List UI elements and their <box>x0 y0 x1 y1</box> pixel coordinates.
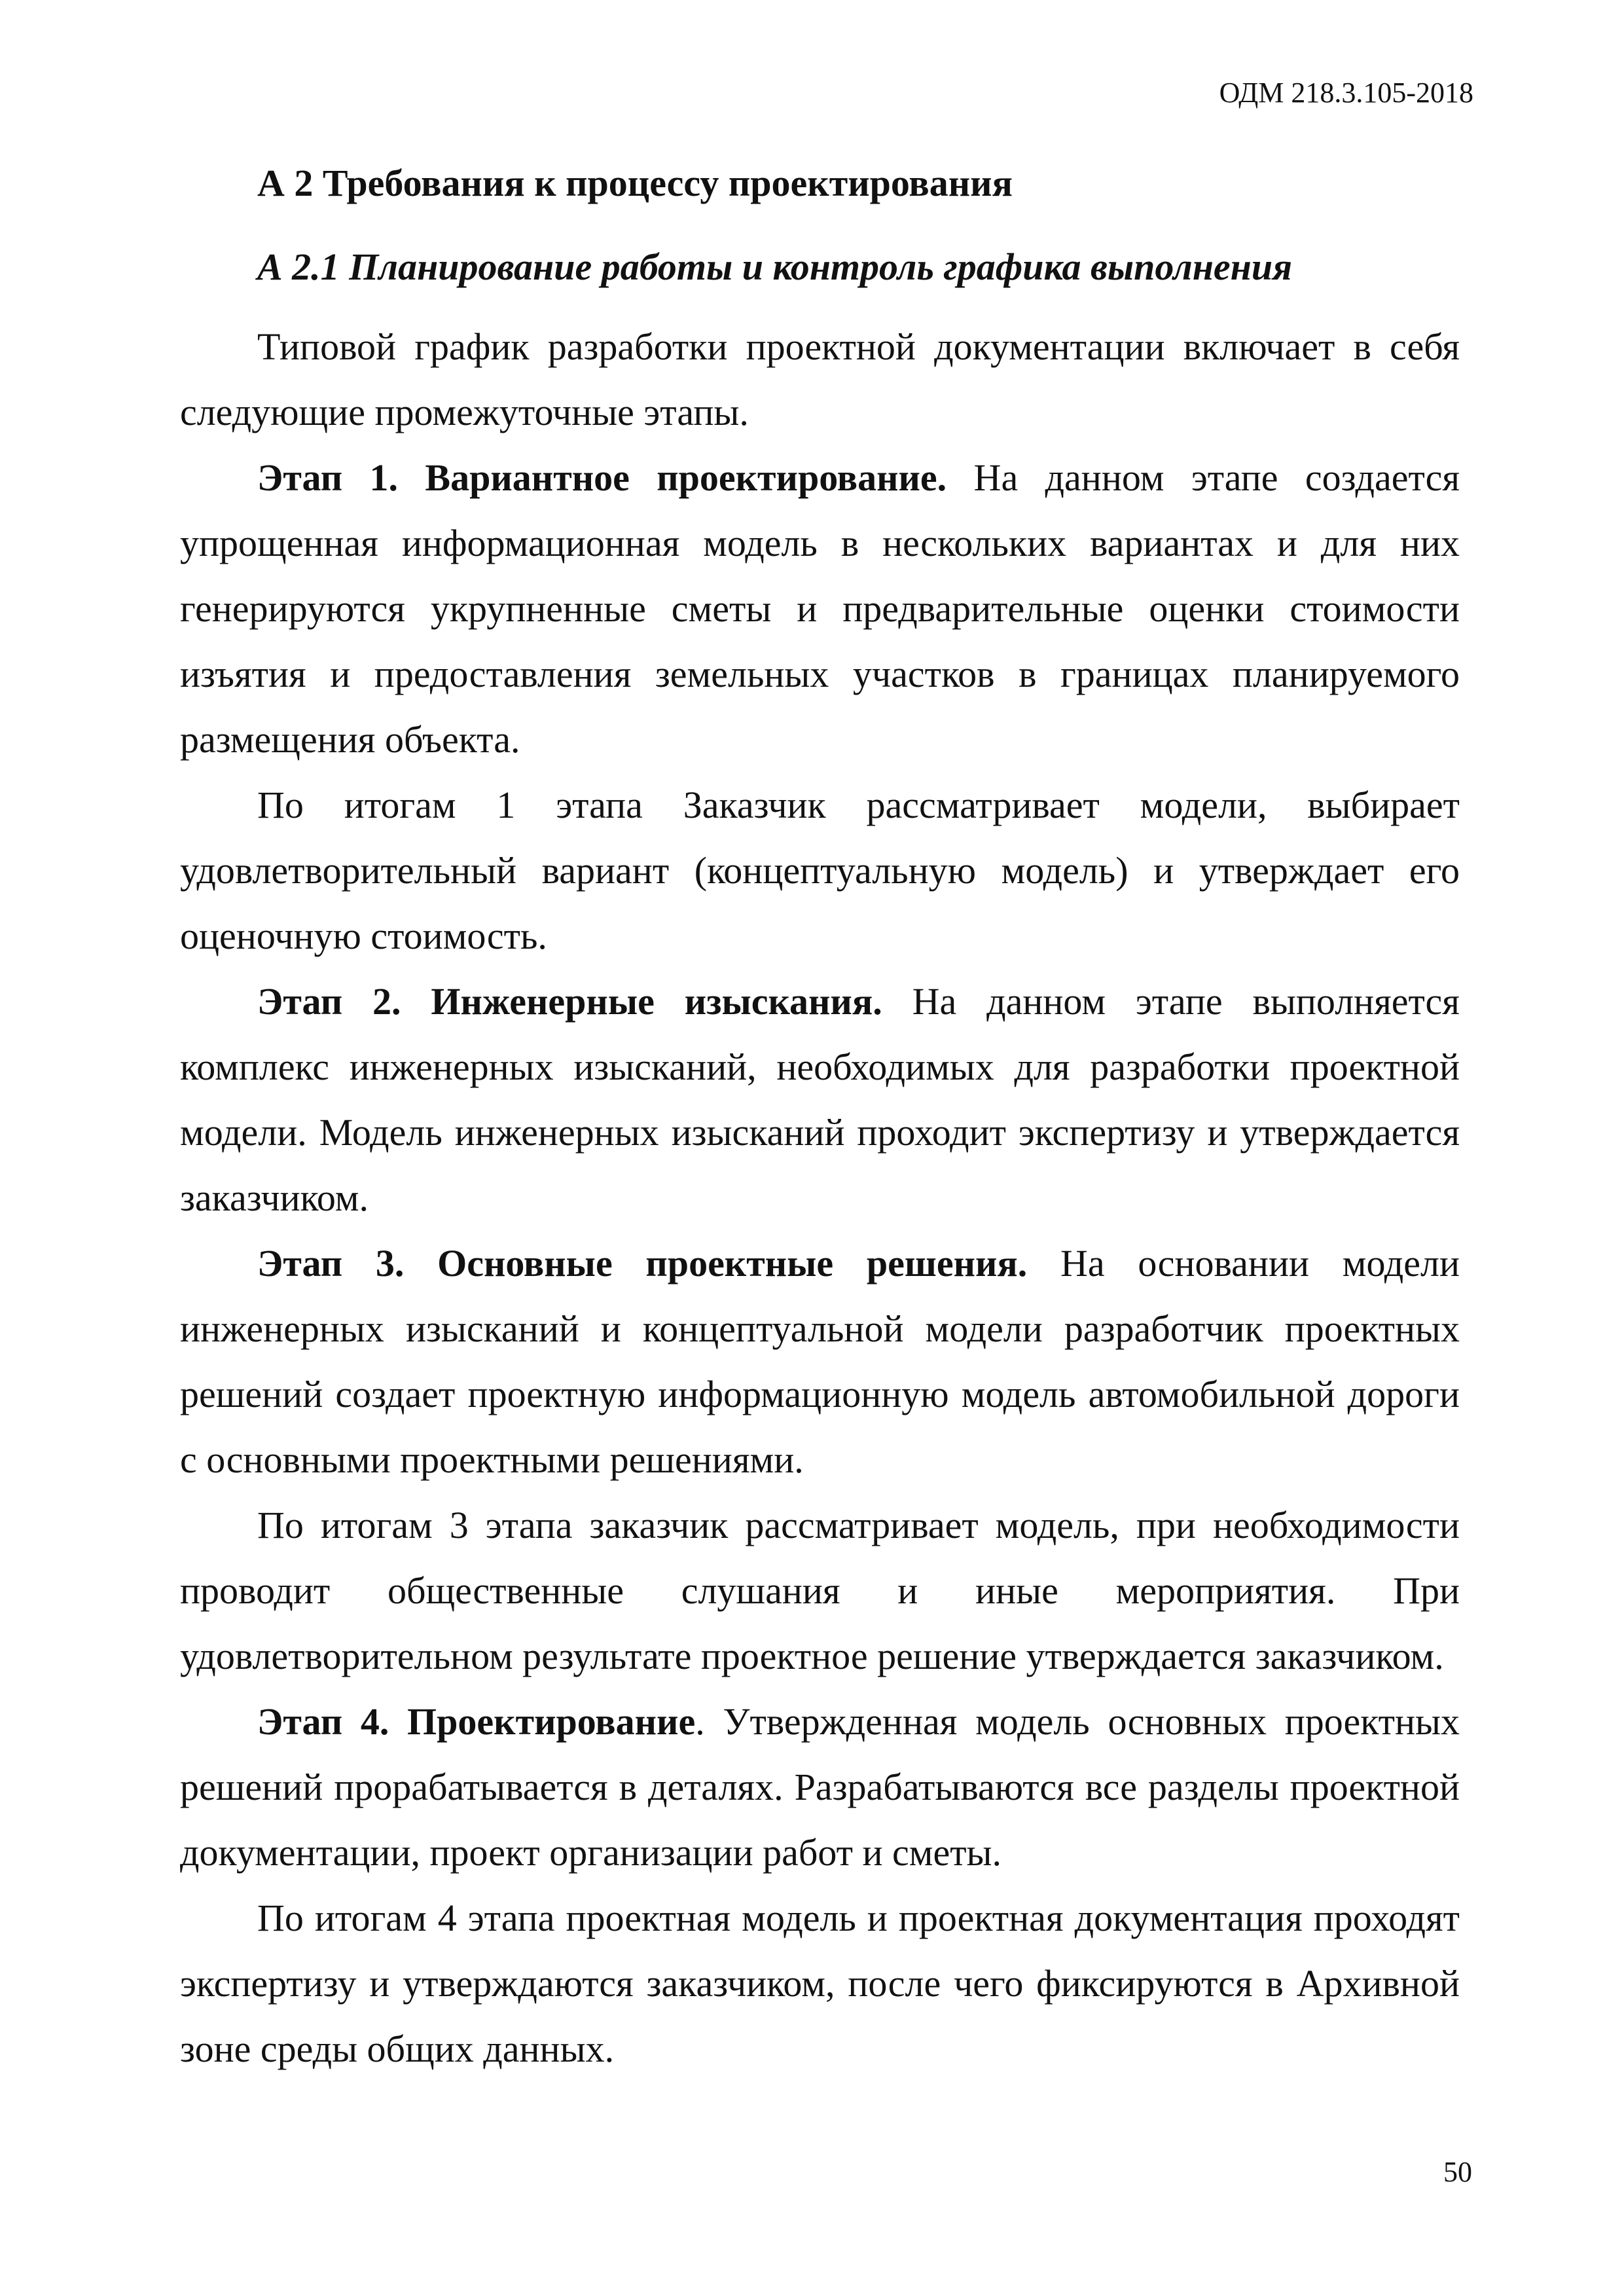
paragraph-lead: Этап 3. Основные проектные решения. <box>257 1242 1028 1285</box>
paragraph-text: Типовой график разработки проектной документации включает в себя следующие промежуточные этапы. <box>180 325 1460 434</box>
paragraph-text: На данном этапе создается упрощенная информационная модель в нескольких вариантах и для них генерируются укрупненные сметы и предварительные оценки стоимости изъятия и предоставления земельных участков в границах планируемого размещения объекта. <box>180 456 1460 761</box>
paragraph-stage-1-result <box>180 773 1460 969</box>
subsection-title: А 2.1 Планирование работы и контроль графика выполнения <box>257 245 1293 288</box>
paragraph-text: По итогам 1 этапа Заказчик рассматривает модели, выбирает удовлетворительный вариант (концептуальную модель) и утверждает его оценочную стоимость. <box>180 784 1460 958</box>
page-number: 50 <box>1443 2156 1472 2188</box>
paragraph-text: На данном этапе выполняется комплекс инженерных изысканий, необходимых для разработки проектной модели. Модель инженерных изысканий проходит экспертизу и утверждается заказчиком. <box>180 980 1460 1220</box>
document-code: ОДМ 218.3.105-2018 <box>1219 77 1473 109</box>
paragraph-text: . Утвержденная модель основных проектных решений прорабатывается в деталях. Разрабатываются все разделы проектной документации, проект организации работ и сметы. <box>180 1700 1460 1874</box>
paragraph-stage-3-result <box>180 1493 1460 1689</box>
paragraph-lead: Этап 4. Проектирование <box>257 1700 696 1743</box>
paragraph-stage-2 <box>180 969 1460 1231</box>
paragraph-text: По итогам 4 этапа проектная модель и проектная документация проходят экспертизу и утверждаются заказчиком, после чего фиксируются в Архивной зоне среды общих данных. <box>180 1897 1460 2071</box>
paragraph-lead: Этап 1. Вариантное проектирование. <box>257 456 947 500</box>
paragraph-stage-1 <box>180 445 1460 773</box>
paragraph-stage-3 <box>180 1231 1460 1493</box>
document-body <box>180 160 1460 2082</box>
paragraph-lead: Этап 2. Инженерные изыскания. <box>257 980 882 1023</box>
paragraph-text: По итогам 3 этапа заказчик рассматривает модель, при необходимости проводит общественные слушания и иные мероприятия. При удовлетворительном результате проектное решение утверждается заказчиком. <box>180 1504 1460 1678</box>
paragraph-stage-4-result <box>180 1886 1460 2082</box>
section-title: А 2 Требования к процессу проектирования <box>257 162 1013 204</box>
paragraph-intro <box>180 314 1460 445</box>
paragraph-text: На основании модели инженерных изысканий и концептуальной модели разработчик проектных решений создает проектную информационную модель автомобильной дороги с основными проектными решениями. <box>180 1242 1460 1482</box>
paragraph-stage-4 <box>180 1689 1460 1886</box>
